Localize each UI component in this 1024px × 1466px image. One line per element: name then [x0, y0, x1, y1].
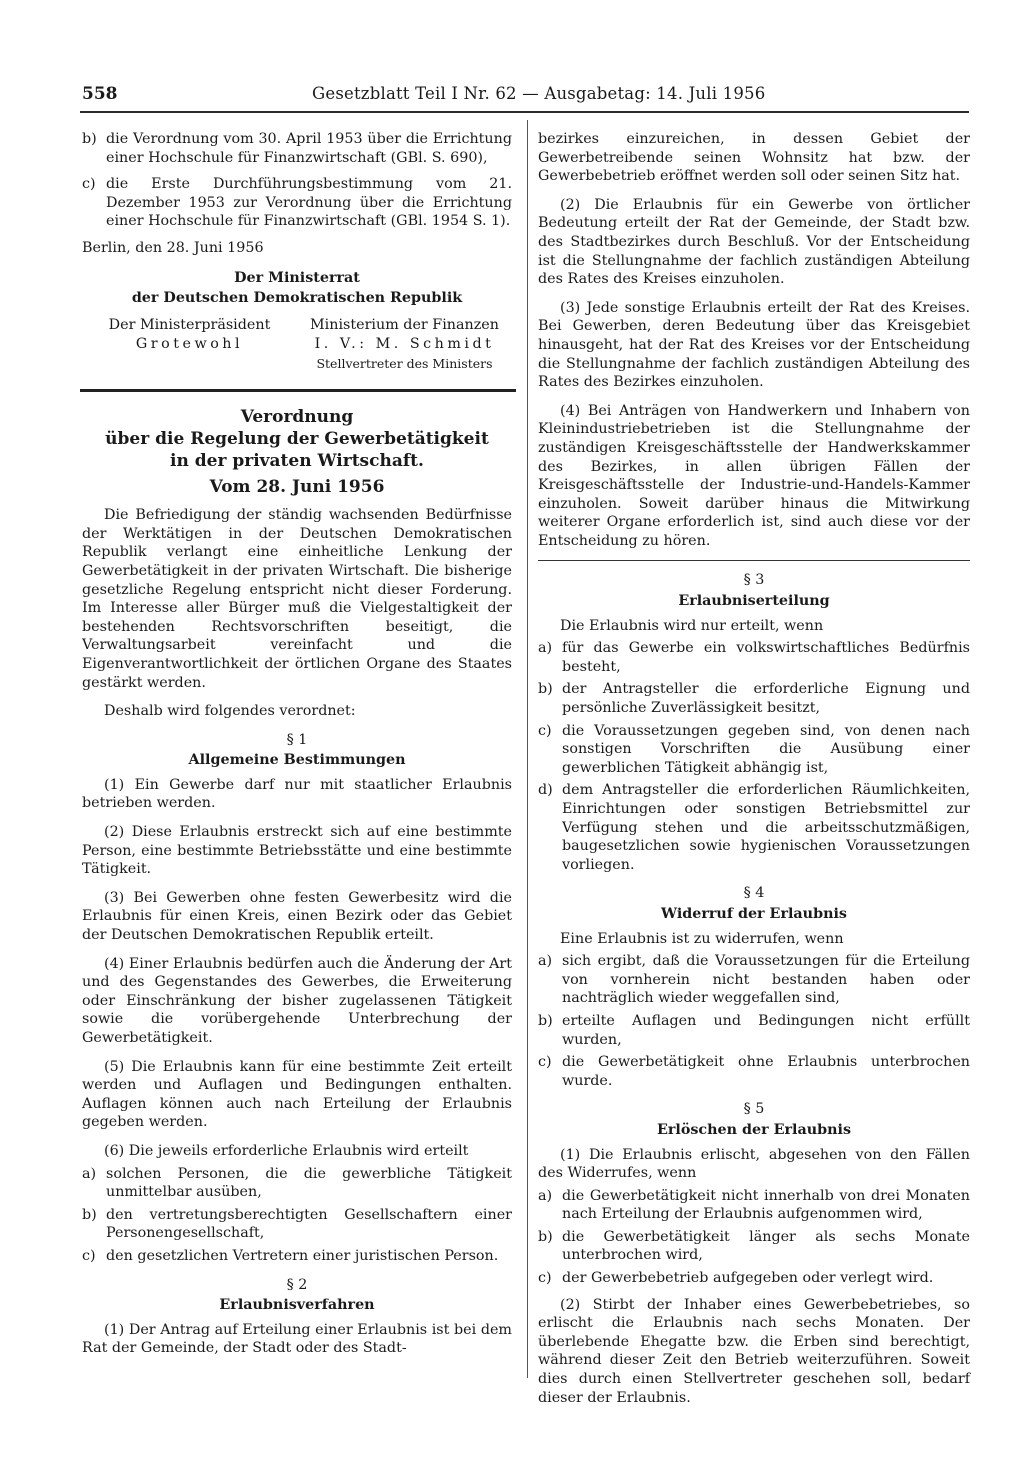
list-text: der Gewerbebetrieb aufgegeben oder verlegt wird.	[562, 1270, 934, 1287]
paragraph: Die Erlaubnis wird nur erteilt, wenn	[560, 617, 824, 634]
paragraph: (1) Ein Gewerbe darf nur mit staatlicher Erlaubnis betrieben werden.	[82, 776, 512, 812]
list-text: den gesetzlichen Vertretern einer juristischen Person.	[106, 1247, 499, 1264]
list-item	[538, 680, 970, 717]
signature-left-title: Der Ministerpräsident	[108, 316, 271, 333]
list-item	[82, 1206, 512, 1243]
paragraph: (1) Die Erlaubnis erlischt, abgesehen von den Fällen des Widerrufes, wenn	[538, 1146, 970, 1182]
list-text: die Gewerbetätigkeit nicht innerhalb von drei Monaten nach Erteilung der Erlaubnis aufgenommen wird,	[562, 1187, 970, 1223]
section-title: Allgemeine Bestimmungen	[188, 752, 406, 769]
signature-block	[82, 316, 512, 373]
list-label: a)	[538, 640, 553, 657]
council-line-1: Der Ministerrat	[234, 269, 360, 286]
paragraph: (6) Die jeweils erforderliche Erlaubnis wird erteilt	[104, 1142, 469, 1159]
list-text: die Verordnung vom 30. April 1953 über die Errichtung einer Hochschule für Finanzwirtschaft (GBl. S. 690),	[106, 131, 512, 166]
list-item	[82, 1247, 512, 1266]
list-text: für das Gewerbe ein volkswirtschaftliches Bedürfnis besteht,	[562, 640, 970, 675]
running-head: Gesetzblatt Teil I Nr. 62 — Ausgabetag: 14. Juli 1956	[312, 84, 766, 103]
list-label: c)	[538, 722, 552, 739]
signature-left	[82, 316, 297, 373]
section-number: § 4	[743, 885, 765, 902]
section-title: Erlaubnisverfahren	[219, 1297, 375, 1314]
list-label: c)	[538, 1054, 552, 1071]
list-text: die Gewerbetätigkeit länger als sechs Monate unterbrochen wird,	[562, 1228, 970, 1264]
signature-right-title: Ministerium der Finanzen	[310, 316, 499, 333]
list-text: solchen Personen, die die gewerbliche Tätigkeit unmittelbar ausüben,	[106, 1165, 512, 1201]
signature-right-role: Stellvertreter des Ministers	[316, 355, 493, 371]
list-item	[82, 1165, 512, 1202]
preamble: Die Befriedigung der ständig wachsenden Bedürfnisse der Werktätigen in der Deutschen Demokratischen Republik verlangt eine einheitliche Lenkung der Gewerbetätigkeit in der privaten Wirtschaft. Die bisherige gesetzliche Regelung entspricht nicht dieser Forderung. Im Interesse aller Bürger muß die Vielgestaltigkeit der bestehenden Rechtsvorschriften beseitigt, die Verwaltungsarbeit vereinfacht und die Eigenverantwortlichkeit der örtlichen Organe des Staates gestärkt werden.	[82, 507, 512, 691]
paragraph: (2) Diese Erlaubnis erstreckt sich auf eine bestimmte Person, eine bestimmte Betriebsstätte und eine bestimmte Tätigkeit.	[82, 824, 512, 878]
list-label: b)	[538, 1228, 553, 1245]
list-label: a)	[538, 1187, 553, 1204]
section-number: § 5	[743, 1101, 765, 1118]
paragraph: (5) Die Erlaubnis kann für eine bestimmte Zeit erteilt werden und Auflagen und Bedingungen enthalten. Auflagen können auch nach Erteilung der Erlaubnis gegeben werden.	[82, 1058, 512, 1131]
paragraph: (3) Jede sonstige Erlaubnis erteilt der Rat des Kreises. Bei Gewerben, deren Bedeutung über das Kreisgebiet hinausgeht, hat der Rat des Kreises vor der Entscheidung die Stellungnahme der fachlich zuständigen Abteilung des Rates des Bezirkes einzuholen.	[538, 299, 970, 391]
list-text: erteilte Auflagen und Bedingungen nicht erfüllt wurden,	[562, 1012, 970, 1048]
section-rule	[538, 560, 970, 561]
paragraph: (4) Bei Anträgen von Handwerkern und Inhabern von Kleinindustriebetrieben ist die Stellungnahme der zuständigen Kreisgeschäftsstelle der Handwerkskammer des Bezirkes, in allen übrigen Fällen der Kreisgeschäftsstelle der Industrie-und-Handels-Kammer einzuholen. Soweit darüber hinaus die Mitwirkung weiterer Organe erforderlich ist, sind auch diese vor der Entscheidung zu hören.	[538, 402, 970, 549]
list-item	[538, 722, 970, 778]
page-number: 558	[82, 84, 118, 104]
list-label: b)	[82, 131, 97, 147]
paragraph: bezirkes einzureichen, in dessen Gebiet der Gewerbetreibende seinen Wohnsitz hat bzw. der Gewerbebetrieb eröffnet werden soll oder seinen Sitz hat.	[538, 131, 970, 185]
paragraph: (4) Einer Erlaubnis bedürfen auch die Änderung der Art und des Gegenstandes des Gewerbes, die Erweiterung oder Einschränkung der bisher zugelassenen Tätigkeit sowie die vorübergehende Unterbrechung der Gewerbetätigkeit.	[82, 955, 512, 1046]
list-label: a)	[82, 1165, 97, 1182]
decree-title-line-2: über die Regelung der Gewerbetätigkeit	[105, 428, 489, 449]
list-label: a)	[538, 953, 553, 970]
section-number: § 1	[286, 731, 308, 748]
section-number: § 3	[743, 572, 765, 589]
decree-title-line-3: in der privaten Wirtschaft.	[170, 450, 424, 471]
signature-left-name: Grotewohl	[135, 335, 244, 352]
place-date: Berlin, den 28. Juni 1956	[82, 239, 264, 256]
section-title: Widerruf der Erlaubnis	[661, 905, 847, 922]
ordained-line: Deshalb wird folgendes verordnet:	[104, 703, 356, 720]
left-column	[82, 130, 512, 1368]
paragraph: (2) Stirbt der Inhaber eines Gewerbebetriebes, so erlischt die Erlaubnis nach sechs Monaten. Der überlebende Ehegatte bzw. die Erben sind berechtigt, während dieser Zeit den Betrieb weiterzuführen. Soweit dies durch einen Stellvertreter geschehen soll, bedarf dieser der Erlaubnis.	[538, 1296, 970, 1406]
paragraph: (1) Der Antrag auf Erteilung einer Erlaubnis ist bei dem Rat der Gemeinde, der Stadt oder des Stadt-	[82, 1321, 512, 1357]
section-title: Erlaubniserteilung	[678, 593, 830, 610]
paragraph: (2) Die Erlaubnis für ein Gewerbe von örtlicher Bedeutung erteilt der Rat der Gemeinde, der Stadt bzw. des Stadtbezirkes durch Beschluß. Vor der Entscheidung ist die Stellungnahme der fachlich zuständigen Abteilung des Rates des Kreises einzuholen.	[538, 196, 970, 288]
section-rule	[80, 389, 516, 392]
signature-right	[297, 316, 512, 373]
list-item	[538, 1269, 970, 1288]
decree-title-line-1: Verordnung	[240, 406, 354, 427]
list-text: den vertretungsberechtigten Gesellschaftern einer Personengesellschaft,	[106, 1206, 512, 1242]
list-label: c)	[82, 1247, 96, 1264]
list-label: c)	[538, 1270, 552, 1287]
decree-date: Vom 28. Juni 1956	[209, 476, 385, 497]
list-item	[538, 1187, 970, 1224]
list-label: b)	[538, 681, 553, 698]
paragraph: Eine Erlaubnis ist zu widerrufen, wenn	[560, 930, 844, 947]
list-text: der Antragsteller die erforderliche Eignung und persönliche Zuverlässigkeit besitzt,	[562, 681, 970, 717]
list-item	[82, 175, 512, 231]
list-item	[538, 952, 970, 1008]
council-line-2: der Deutschen Demokratischen Republik	[131, 289, 463, 306]
list-text: die Voraussetzungen gegeben sind, von denen nach sonstigen Vorschriften die Ausübung einer gewerblichen Tätigkeit abhängig ist,	[562, 722, 970, 776]
list-item	[538, 1228, 970, 1265]
section-number: § 2	[286, 1276, 308, 1293]
list-item	[538, 781, 970, 874]
signature-right-name: I. V.: M. Schmidt	[314, 335, 495, 352]
right-column	[538, 130, 970, 1417]
list-text: dem Antragsteller die erforderlichen Räumlichkeiten, Einrichtungen oder sonstigen Betriebsmittel zur Verfügung stehen und die arbeitsschutzmäßigen, baugesetzlichen sowie hygienischen Voraussetzungen vorliegen.	[562, 782, 970, 873]
list-item	[538, 1012, 970, 1049]
list-item	[82, 130, 512, 167]
list-label: c)	[82, 176, 96, 193]
list-text: die Erste Durchführungsbestimmung vom 21. Dezember 1953 zur Verordnung über die Errichtung einer Hochschule für Finanzwirtschaft (GBl. 1954 S. 1).	[106, 176, 512, 230]
list-text: die Gewerbetätigkeit ohne Erlaubnis unterbrochen wurde.	[562, 1054, 970, 1089]
decree-title	[82, 406, 512, 472]
list-item	[538, 639, 970, 676]
list-label: b)	[82, 1206, 97, 1223]
header-rule	[80, 111, 969, 113]
list-label: d)	[538, 782, 553, 799]
list-text: sich ergibt, daß die Voraussetzungen für die Erteilung von vornherein nicht bestanden haben oder nachträglich wieder weggefallen sind,	[562, 953, 970, 1007]
paragraph: (3) Bei Gewerben ohne festen Gewerbesitz wird die Erlaubnis für einen Kreis, einen Bezirk oder das Gebiet der Deutschen Demokratischen Republik erteilt.	[82, 889, 512, 944]
list-label: b)	[538, 1012, 553, 1029]
list-item	[538, 1053, 970, 1090]
column-divider	[527, 120, 528, 1378]
section-title: Erlöschen der Erlaubnis	[656, 1121, 851, 1138]
